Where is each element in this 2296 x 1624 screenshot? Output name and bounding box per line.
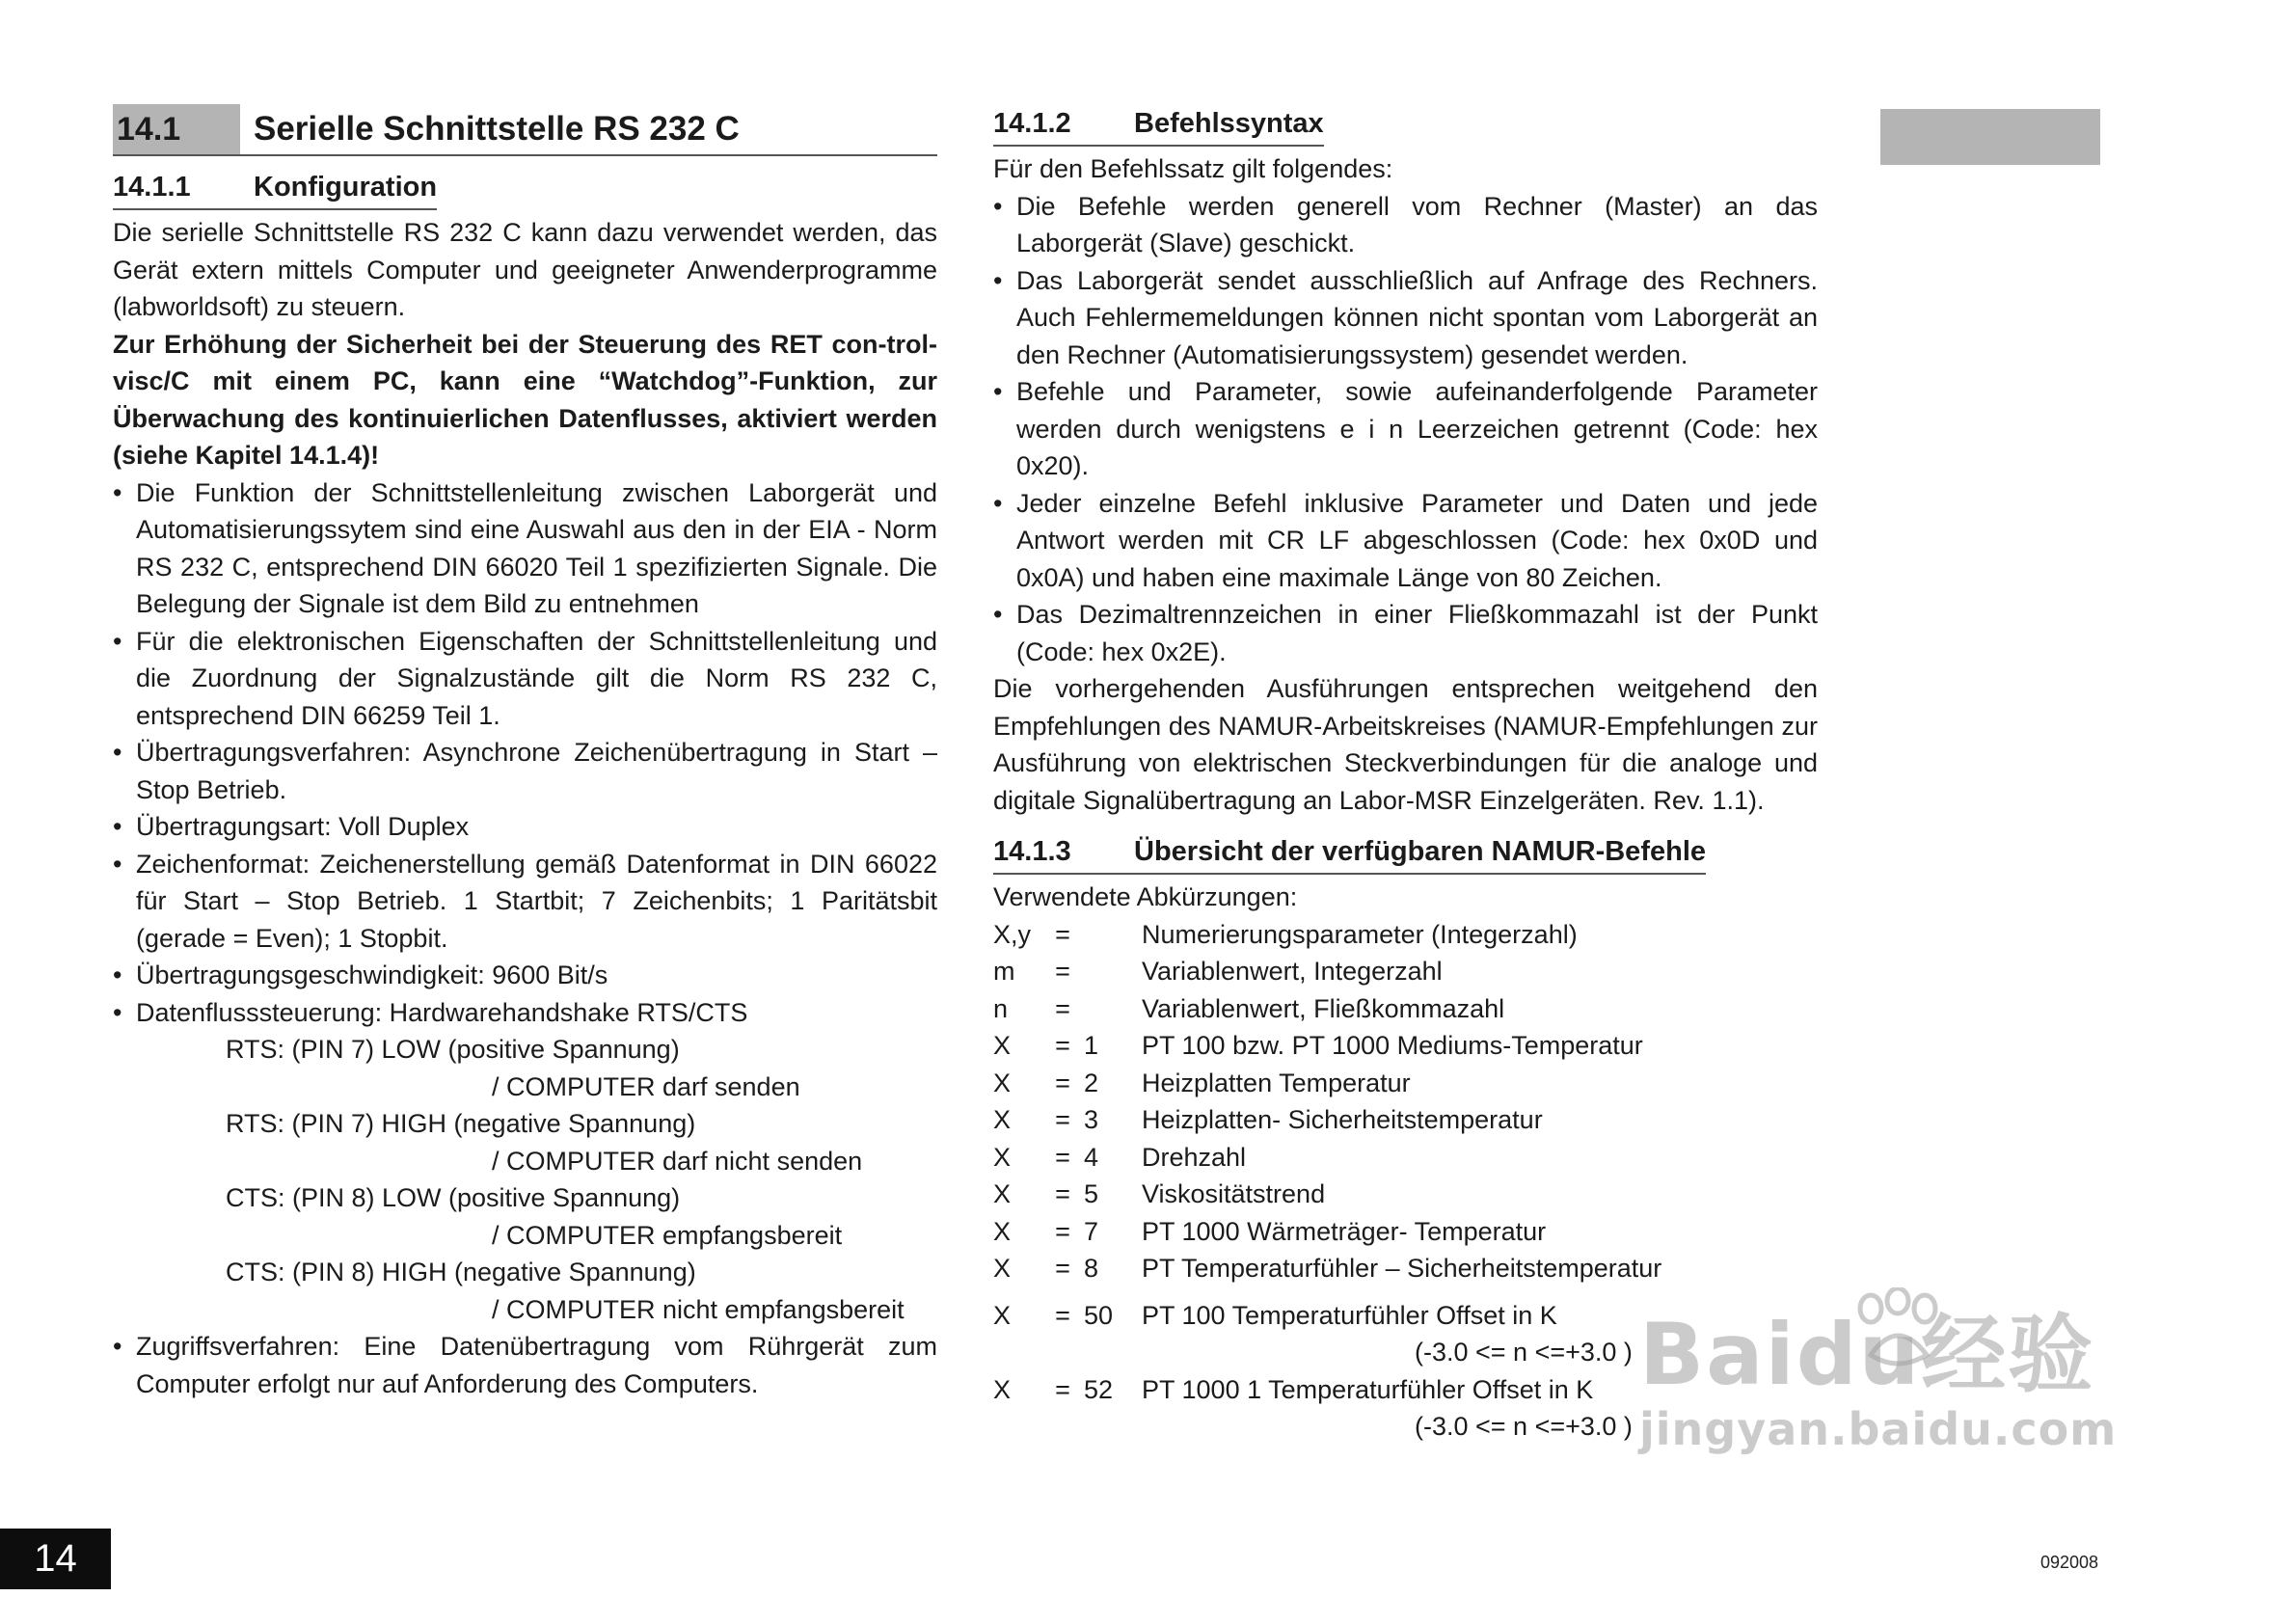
abbreviation-row [993, 1027, 1818, 1065]
subsection-number: 14.1.1 [113, 172, 191, 203]
subsection-heading-syntax [993, 104, 1324, 147]
abbreviation-row [993, 1065, 1818, 1102]
section-number: 14.1 [113, 104, 240, 154]
abbr-desc: PT 1000 1 Temperaturfühler Offset in K [1142, 1374, 1594, 1404]
list-item: • Übertragungsgeschwindigkeit: 9600 Bit/s [113, 957, 937, 994]
signal-meaning: / COMPUTER empfangsbereit [492, 1220, 843, 1250]
abbr-eq: = [1055, 1254, 1070, 1283]
paw-icon [1842, 1287, 1958, 1374]
abbr-val: 3 [1084, 1105, 1099, 1134]
abbr-key: X [993, 1254, 1012, 1283]
signal-line: RTS: (PIN 7) HIGH (negative Spannung) [226, 1109, 696, 1138]
abbr-desc: PT Temperaturfühler – Sicherheitstemperatur [1142, 1254, 1662, 1283]
watermark-logo: Baidu经验 [1639, 1305, 2095, 1404]
list-item: • Befehle und Parameter, sowie aufeinanderfolgende Parameter werden durch wenigstens e i n Leerzeichen getrennt (Code: hex 0x20). [993, 373, 1818, 485]
abbr-key: X [993, 1374, 1012, 1404]
signal-meaning: / COMPUTER darf nicht senden [492, 1146, 863, 1176]
abbreviations-intro: Verwendete Abkürzungen: [993, 882, 1298, 911]
subsection-number: 14.1.3 [993, 836, 1071, 867]
offset-range: (-3.0 <= n <=+3.0 ) [1415, 1338, 1633, 1367]
abbr-val: 5 [1084, 1179, 1099, 1208]
abbr-key: X [993, 1216, 1012, 1246]
abbr-desc: Variablenwert, Integerzahl [1142, 957, 1443, 986]
list-item: • Das Dezimaltrennzeichen in einer Fließkommazahl ist der Punkt (Code: hex 0x2E). [993, 596, 1818, 670]
syntax-outro: Die vorhergehenden Ausführungen entsprechen weitgehend den Empfehlungen des NAMUR-Arbeitskreises (NAMUR-Empfehlungen zur Ausführung von elektrischen Steckverbindungen für die analoge und digitale Signalübertragung an Labor-MSR Einzelgeräten. Rev. 1.1). [993, 674, 1818, 815]
offset-range: (-3.0 <= n <=+3.0 ) [1415, 1412, 1633, 1441]
abbr-key: m [993, 957, 1015, 986]
right-column [993, 104, 1818, 1446]
abbr-key: X [993, 1179, 1012, 1208]
abbr-key: X [993, 1068, 1012, 1097]
abbr-desc: Variablenwert, Fließkommazahl [1142, 993, 1505, 1023]
section-title: Serielle Schnittstelle RS 232 C [254, 109, 740, 148]
watchdog-warning: Zur Erhöhung der Sicherheit bei der Steuerung des RET con-trol-visc/C mit einem PC, kann eine “Watchdog”-Funktion, zur Überwachung des kontinuierlichen Datenflusses, aktiviert werden (siehe Kapitel 14.1.4)! [113, 329, 937, 470]
abbr-val [1076, 990, 1142, 1028]
abbr-desc: Numerierungsparameter (Integerzahl) [1142, 919, 1578, 949]
list-item: • Die Funktion der Schnittstellenleitung zwischen Laborgerät und Automatisierungssytem sind eine Auswahl aus den in der EIA - Norm RS 232 C, entsprechend DIN 66020 Teil 1 spezifizierten Signale. Die Belegung der Signale ist dem Bild zu entnehmen [113, 474, 937, 623]
abbreviation-row [993, 1101, 1818, 1139]
abbreviation-row [993, 1250, 1818, 1287]
abbr-eq: = [1055, 1300, 1070, 1330]
abbr-key: X [993, 1142, 1012, 1172]
signal-line: RTS: (PIN 7) LOW (positive Spannung) [226, 1035, 680, 1064]
abbr-val: 4 [1084, 1142, 1099, 1172]
page-number: 14 [0, 1529, 111, 1589]
subsection-heading-configuration [113, 168, 437, 210]
abbr-eq: = [1055, 1216, 1070, 1246]
abbr-val: 1 [1084, 1031, 1099, 1060]
abbr-eq: = [1055, 919, 1070, 949]
subsection-number: 14.1.2 [993, 108, 1071, 139]
abbr-eq: = [1055, 1031, 1070, 1060]
signal-meaning: / COMPUTER darf senden [492, 1071, 800, 1101]
abbreviation-row [993, 990, 1818, 1028]
abbr-key: X [993, 1031, 1012, 1060]
abbreviation-row [993, 916, 1818, 954]
abbreviation-row [993, 1176, 1818, 1213]
abbr-desc: Heizplatten Temperatur [1142, 1068, 1411, 1097]
syntax-intro: Für den Befehlssatz gilt folgendes: [993, 154, 1393, 183]
signal-table [113, 1031, 937, 1328]
intro-paragraph: Die serielle Schnittstelle RS 232 C kann dazu verwendet werden, das Gerät extern mittels Computer und geeigneter Anwenderprogramme (labworldsoft) zu steuern. [113, 218, 937, 321]
list-item: • Die Befehle werden generell vom Rechner (Master) an das Laborgerät (Slave) geschickt. [993, 188, 1818, 262]
list-item: • Zugriffsverfahren: Eine Datenübertragung vom Rührgerät zum Computer erfolgt nur auf Anforderung des Computers. [113, 1328, 937, 1402]
abbr-eq: = [1055, 1179, 1070, 1208]
abbr-key: X [993, 1105, 1012, 1134]
abbr-desc: Viskositätstrend [1142, 1179, 1326, 1208]
watermark-url: jingyan.baidu.com [1639, 1403, 2118, 1455]
abbr-val: 8 [1084, 1254, 1099, 1283]
subsection-heading-namur [993, 832, 1706, 875]
list-item: • Übertragungsverfahren: Asynchrone Zeichenübertragung in Start – Stop Betrieb. [113, 734, 937, 808]
abbr-val: 7 [1084, 1216, 1099, 1246]
abbr-val: 52 [1084, 1374, 1114, 1404]
abbr-eq: = [1055, 1142, 1070, 1172]
abbr-desc: PT 100 Temperaturfühler Offset in K [1142, 1300, 1557, 1330]
list-item: • Für die elektronischen Eigenschaften der Schnittstellenleitung und die Zuordnung der Signalzustände gilt die Norm RS 232 C, entsprechend DIN 66259 Teil 1. [113, 623, 937, 735]
subsection-title: Befehlssyntax [1134, 108, 1324, 139]
abbr-eq: = [1055, 993, 1070, 1023]
signal-line: CTS: (PIN 8) LOW (positive Spannung) [226, 1183, 681, 1212]
abbr-key: X [993, 1300, 1012, 1330]
list-item: • Übertragungsart: Voll Duplex [113, 808, 937, 846]
subsection-title: Konfiguration [254, 172, 438, 203]
chapter-marker [1880, 109, 2100, 165]
signal-meaning: / COMPUTER nicht empfangsbereit [492, 1294, 905, 1324]
list-item: • Jeder einzelne Befehl inklusive Parameter und Daten und jede Antwort werden mit CR LF abgeschlossen (Code: hex 0x0D und 0x0A) und haben eine maximale Länge von 80 Zeichen. [993, 485, 1818, 597]
abbr-eq: = [1055, 1105, 1070, 1134]
abbr-desc: PT 1000 Wärmeträger- Temperatur [1142, 1216, 1547, 1246]
document-code: 092008 [2040, 1553, 2099, 1572]
abbr-val [1076, 953, 1142, 990]
section-heading [113, 104, 937, 156]
abbreviation-row [993, 1139, 1818, 1177]
abbr-key: X,y [993, 919, 1032, 949]
abbreviation-row [993, 1213, 1818, 1251]
abbr-val: 50 [1084, 1300, 1114, 1330]
left-column [113, 104, 937, 1402]
abbr-key: n [993, 993, 1009, 1023]
list-item: • Datenflusssteuerung: Hardwarehandshake RTS/CTS [113, 994, 937, 1032]
abbr-eq: = [1055, 1374, 1070, 1404]
list-item: • Das Laborgerät sendet ausschließlich auf Anfrage des Rechners. Auch Fehlermemeldungen können nicht spontan vom Laborgerät an den Rechner (Automatisierungssystem) gesendet werden. [993, 262, 1818, 374]
subsection-title: Übersicht der verfügbaren NAMUR-Befehle [1134, 836, 1706, 867]
abbr-desc: PT 100 bzw. PT 1000 Mediums-Temperatur [1142, 1031, 1643, 1060]
abbr-eq: = [1055, 957, 1070, 986]
abbr-val [1076, 916, 1142, 954]
abbr-val: 2 [1084, 1068, 1099, 1097]
abbreviation-row [993, 953, 1818, 990]
signal-line: CTS: (PIN 8) HIGH (negative Spannung) [226, 1258, 696, 1286]
list-item: • Zeichenformat: Zeichenerstellung gemäß Datenformat in DIN 66022 für Start – Stop Betrieb. 1 Startbit; 7 Zeichenbits; 1 Paritätsbit (gerade = Even); 1 Stopbit. [113, 846, 937, 958]
abbr-eq: = [1055, 1068, 1070, 1097]
abbr-desc: Heizplatten- Sicherheitstemperatur [1142, 1105, 1543, 1134]
abbr-desc: Drehzahl [1142, 1142, 1247, 1172]
